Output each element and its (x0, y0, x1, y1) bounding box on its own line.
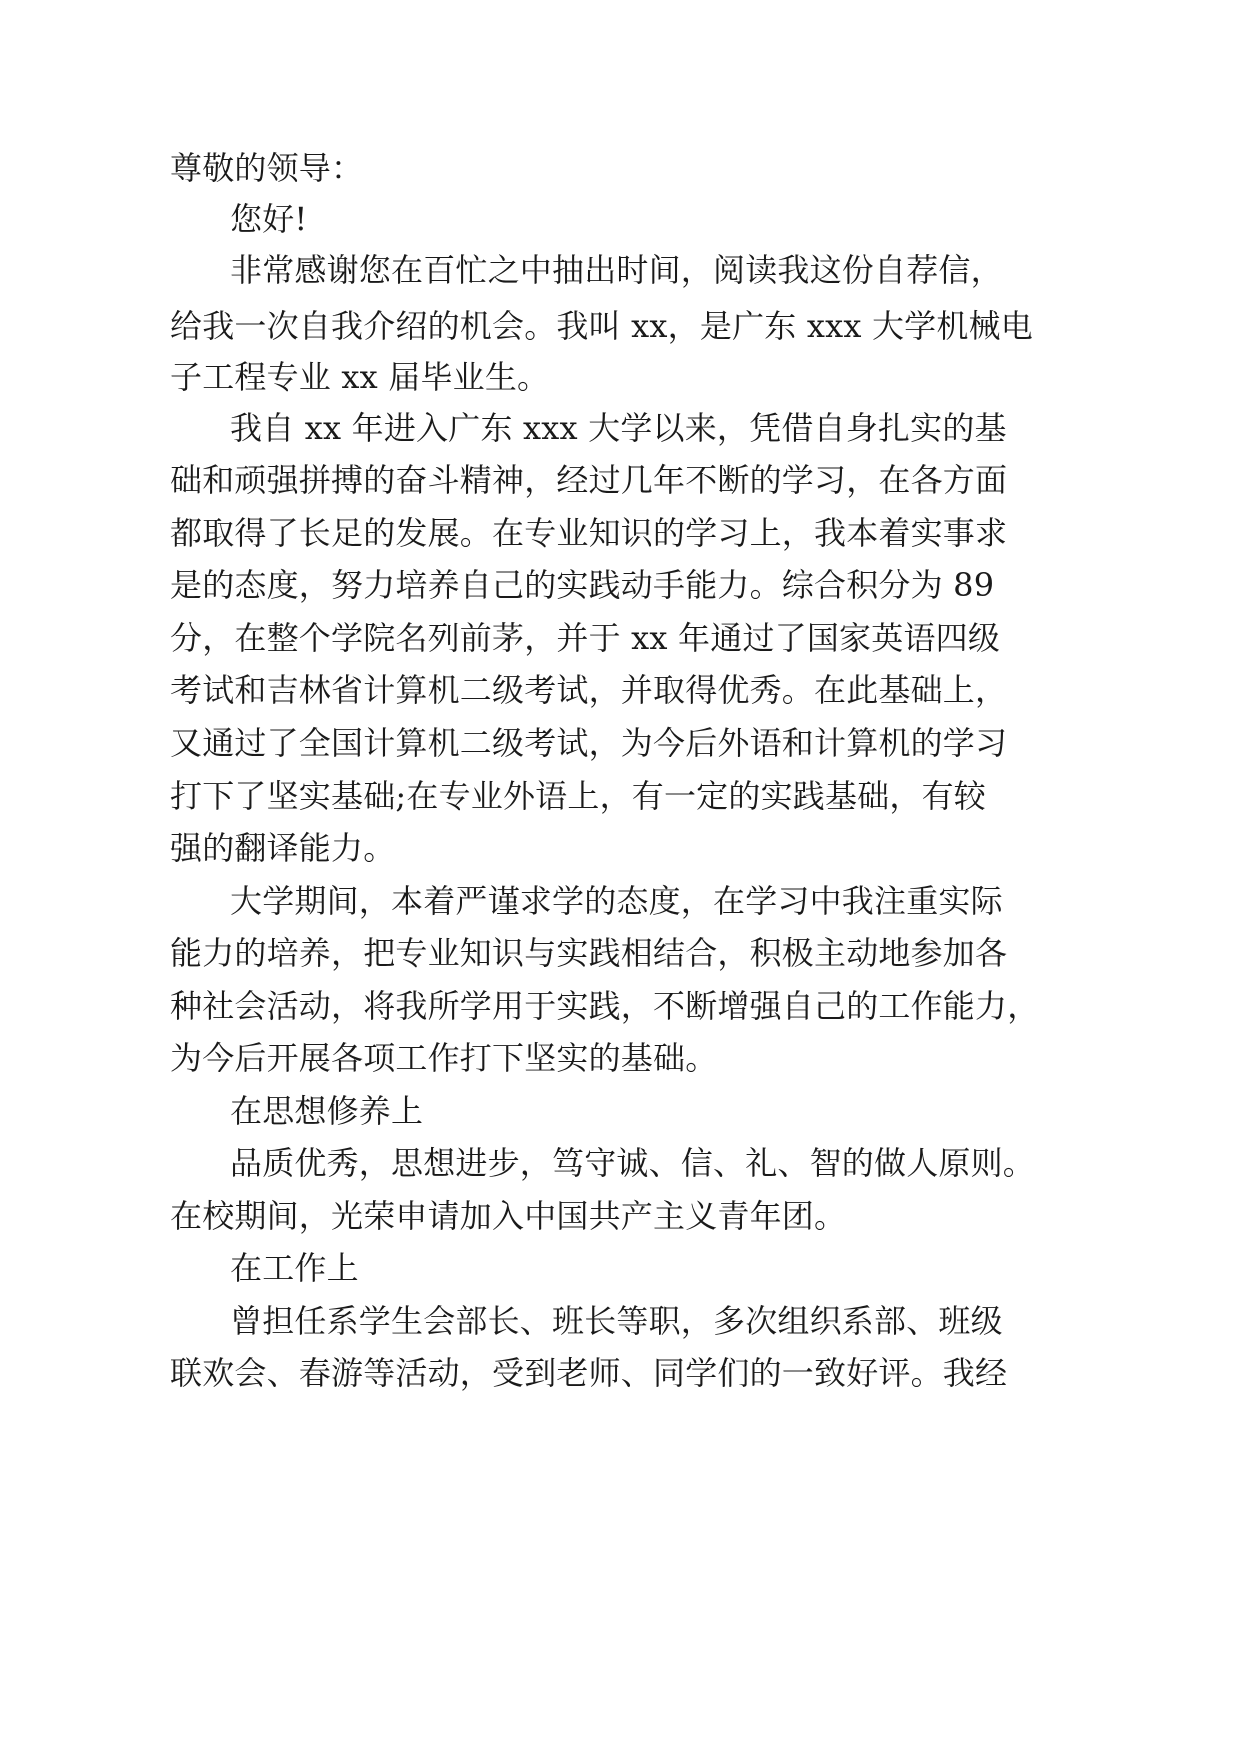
paragraph-line: 能力的培养，把专业知识与实践相结合，积极主动地参加各 (170, 934, 1008, 972)
section-heading: 在工作上 (230, 1249, 359, 1287)
paragraph-line: 种社会活动，将我所学用于实践，不断增强自己的工作能力， (170, 987, 1040, 1025)
paragraph-line: 大学期间，本着严谨求学的态度，在学习中我注重实际 (230, 882, 1003, 920)
paragraph-line: 打下了坚实基础;在专业外语上，有一定的实践基础，有较 (170, 777, 986, 815)
paragraph-line: 都取得了长足的发展。在专业知识的学习上，我本着实事求 (170, 514, 1008, 552)
paragraph-line: 给我一次自我介绍的机会。我叫 xx，是广东 xxx 大学机械电 (170, 307, 1033, 345)
salutation: 尊敬的领导： (170, 149, 364, 187)
paragraph-line: 曾担任系学生会部长、班长等职，多次组织系部、班级 (230, 1302, 1003, 1340)
greeting: 您好! (230, 200, 308, 238)
paragraph-line: 品质优秀，思想进步，笃守诚、信、礼、智的做人原则。 (230, 1144, 1036, 1182)
paragraph-line: 考试和吉林省计算机二级考试，并取得优秀。在此基础上， (170, 671, 1008, 709)
paragraph-line: 子工程专业 xx 届毕业生。 (170, 358, 550, 396)
paragraph-line: 联欢会、春游等活动，受到老师、同学们的一致好评。我经 (170, 1354, 1008, 1392)
paragraph-line: 我自 xx 年进入广东 xxx 大学以来，凭借自身扎实的基 (230, 409, 1007, 447)
paragraph-line: 础和顽强拼搏的奋斗精神，经过几年不断的学习，在各方面 (170, 461, 1008, 499)
paragraph-line: 强的翻译能力。 (170, 829, 396, 867)
paragraph-line: 为今后开展各项工作打下坚实的基础。 (170, 1039, 718, 1077)
paragraph-line: 在校期间，光荣申请加入中国共产主义青年团。 (170, 1197, 847, 1235)
paragraph-line: 分，在整个学院名列前茅，并于 xx 年通过了国家英语四级 (170, 619, 1001, 657)
paragraph-line: 是的态度，努力培养自己的实践动手能力。综合积分为 89 (170, 566, 995, 604)
paragraph-line: 非常感谢您在百忙之中抽出时间，阅读我这份自荐信， (230, 251, 1003, 289)
paragraph-line: 又通过了全国计算机二级考试，为今后外语和计算机的学习 (170, 724, 1008, 762)
section-heading: 在思想修养上 (230, 1092, 424, 1130)
